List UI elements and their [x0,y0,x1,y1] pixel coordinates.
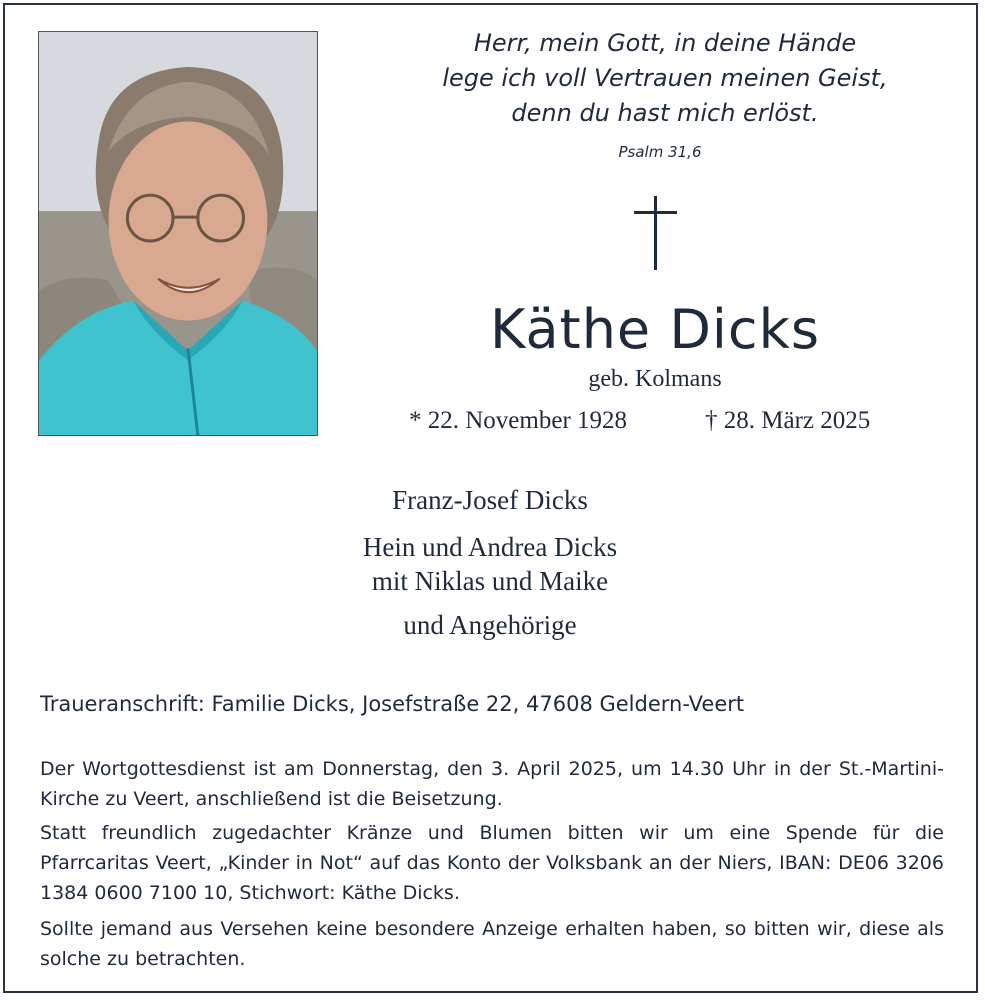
donation-info: Statt freundlich zugedachter Kränze und Blumen bitten wir um eine Spende für die Pfarrcaritas Veert, „Kinder in Not“ auf das Konto der Volksbank an der Niers, IBAN: DE06 3206 1384 0600 7100 10, Stichwort: Käthe Dicks. [40,822,944,904]
mourning-address: Traueranschrift: Familie Dicks, Josefstraße 22, 47608 Geldern-Veert [40,692,745,716]
portrait-image [39,32,317,435]
mourner-line: Hein und Andrea Dicks [362,532,618,562]
mourner-line: Franz-Josef Dicks [392,485,588,515]
birth-date: * 22. November 1928 [409,407,628,434]
cross-icon-bar [634,211,677,214]
verse-line: denn du hast mich erlöst. [511,99,819,127]
verse-source: Psalm 31,6 [618,143,702,161]
bible-verse [390,26,940,131]
verse-line: Herr, mein Gott, in deine Hände [473,29,857,57]
mourner-line: und Angehörige [403,610,577,640]
service-info: Der Wortgottesdienst ist am Donnerstag, den 3. April 2025, um 14.30 Uhr in der St.-Martini-Kirche zu Veert, anschließend ist die Beisetzung. [40,758,944,810]
verse-line: lege ich voll Vertrauen meinen Geist, [442,64,888,92]
notice-info: Sollte jemand aus Versehen keine besondere Anzeige erhalten haben, so bitten wir, diese als solche zu betrachten. [40,918,944,970]
mourner-line: mit Niklas und Maike [371,566,609,596]
maiden-name: geb. Kolmans [588,366,722,392]
cross-icon [654,196,657,270]
deceased-name: Käthe Dicks [489,298,821,361]
death-date: † 28. März 2025 [705,407,871,434]
portrait-photo [38,31,318,436]
